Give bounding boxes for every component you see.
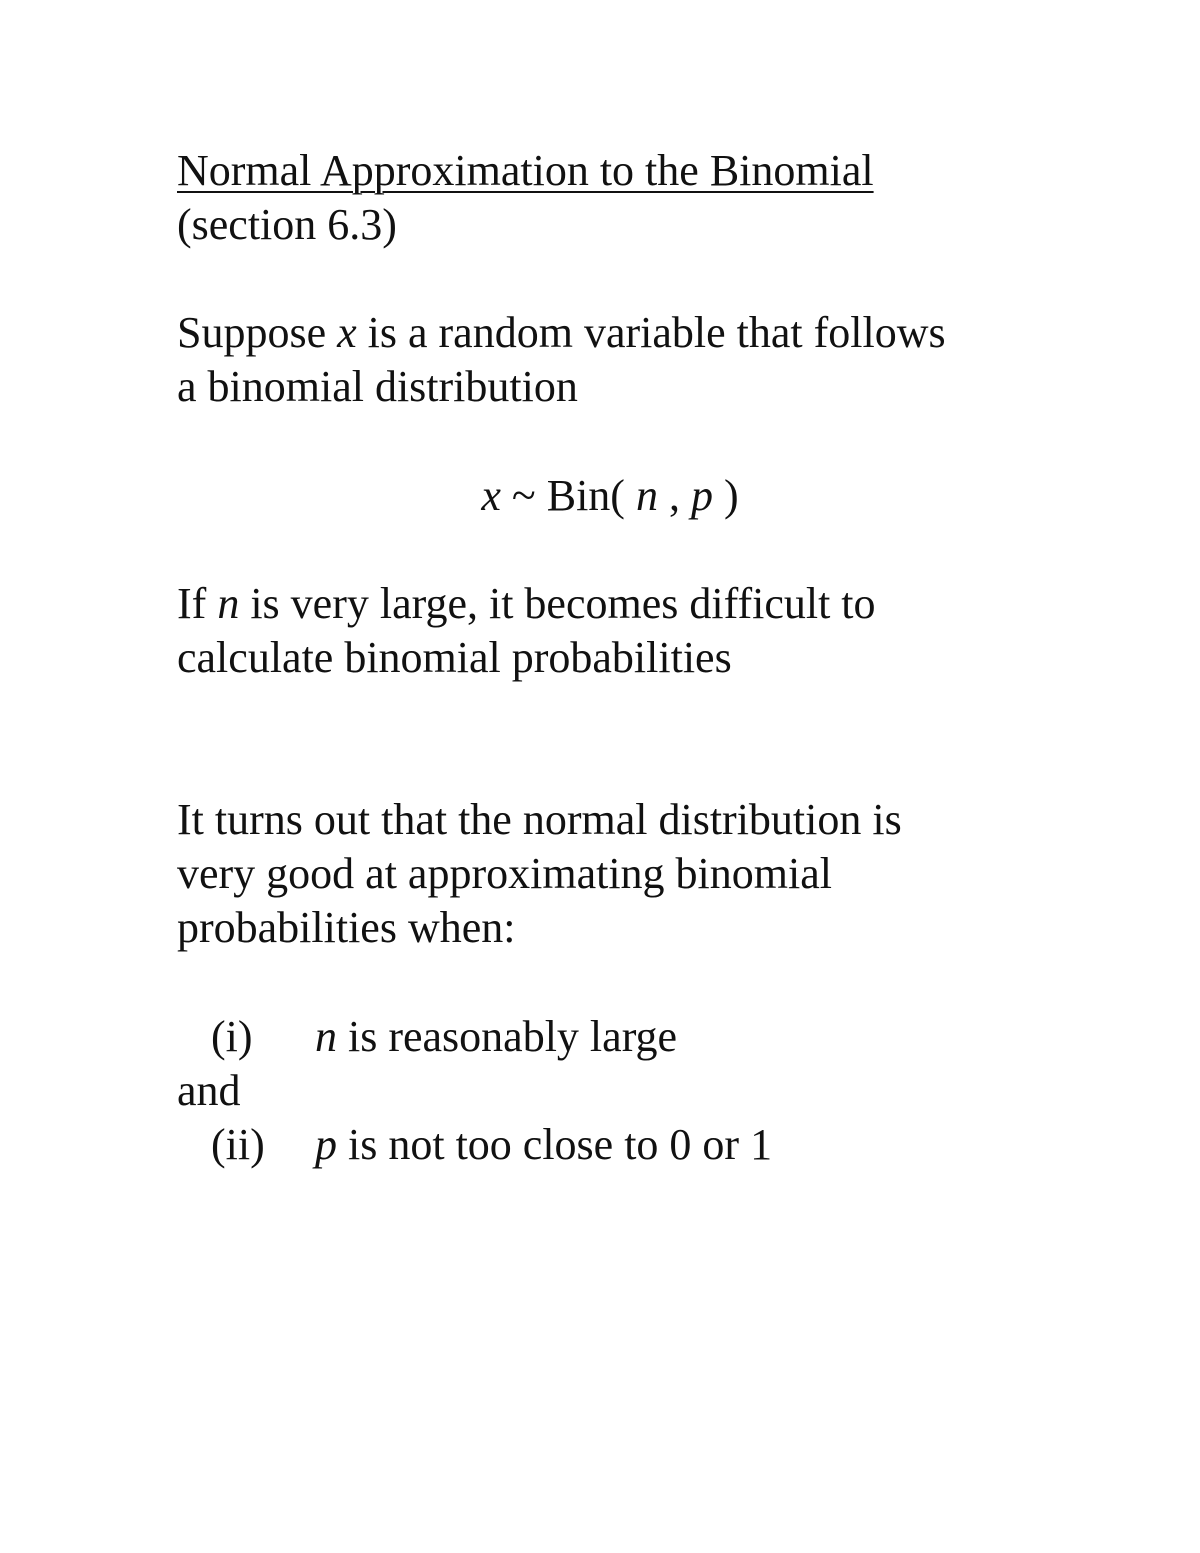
intro-line-1 (177, 306, 946, 360)
condition-variable-n: n (315, 1012, 337, 1061)
formula-comma: , (657, 471, 691, 520)
large-n-text-b: is very large, it becomes difficult to (239, 579, 876, 628)
variable-n: n (217, 579, 240, 628)
condition-item-2 (177, 1118, 772, 1172)
approx-line-2: very good at approximating binomial (177, 849, 832, 898)
condition-text-1: is reasonably large (337, 1012, 678, 1061)
section-reference: (section 6.3) (177, 200, 397, 249)
condition-variable-p: p (315, 1120, 337, 1169)
condition-label-ii: (ii) (211, 1120, 265, 1169)
large-n-text-a: If (177, 579, 218, 628)
approx-line-1: It turns out that the normal distribution is (177, 795, 902, 844)
formula-variable-x: x (481, 471, 501, 520)
large-n-line-2: calculate binomial probabilities (177, 633, 732, 682)
page-title: Normal Approximation to the Binomial (177, 146, 874, 195)
intro-text-b: is a random variable that follows (356, 308, 946, 357)
condition-item-1 (177, 1010, 677, 1064)
large-n-line-1 (177, 577, 876, 631)
variable-x: x (337, 308, 357, 357)
formula-n: n (635, 471, 658, 520)
condition-joiner: and (177, 1066, 241, 1115)
condition-label-i: (i) (211, 1012, 253, 1061)
intro-line-2: a binomial distribution (177, 362, 578, 411)
intro-text-a: Suppose (177, 308, 338, 357)
formula-close: ) (712, 471, 739, 520)
formula-p: p (690, 471, 713, 520)
binomial-formula (0, 469, 1200, 523)
formula-bin: ~ Bin( (500, 471, 636, 520)
approx-line-3: probabilities when: (177, 903, 516, 952)
condition-text-2: is not too close to 0 or 1 (337, 1120, 773, 1169)
